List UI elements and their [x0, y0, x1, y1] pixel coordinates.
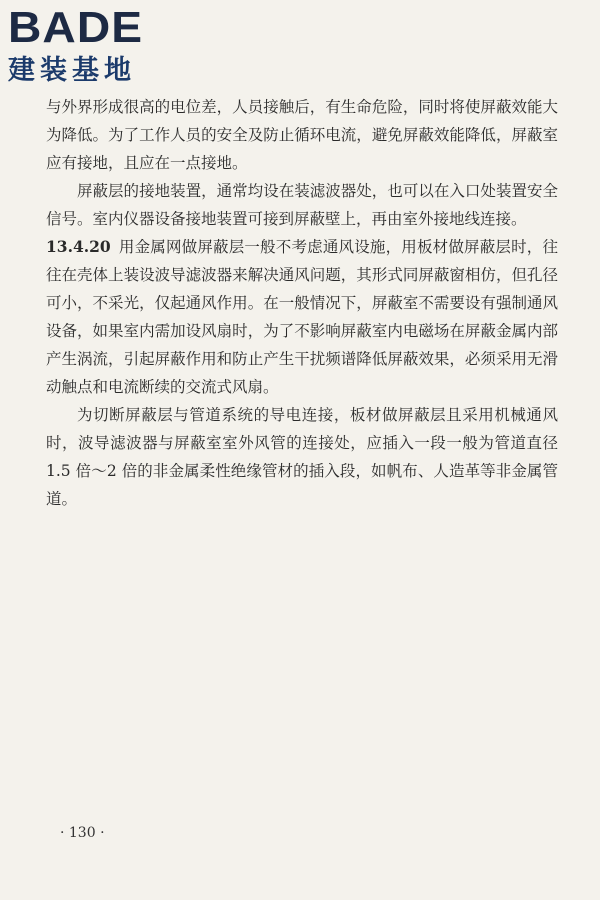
paragraph-4: 为切断屏蔽层与管道系统的导电连接，板材做屏蔽层且采用机械通风时，波导滤波器与屏蔽室室外风管的连接处，应插入一段一般为管道直径 1.5 倍～2 倍的非金属柔性绝缘管材的插入段，如帆布、人造革等非金属管道。 [46, 406, 558, 508]
logo-subtitle: 建装基地 [8, 55, 136, 86]
page-number: · 130 · [60, 825, 105, 841]
logo-brand: BADE [8, 3, 144, 52]
paragraph-2: 屏蔽层的接地装置，通常均设在装滤波器处，也可以在入口处装置安全信号。室内仪器设备接地装置可接到屏蔽壁上，再由室外接地线连接。 [46, 182, 558, 228]
section-number: 13.4.20 [46, 237, 111, 256]
logo [8, 3, 178, 86]
paragraph-3 [46, 233, 558, 401]
paragraph-1: 与外界形成很高的电位差，人员接触后，有生命危险，同时将使屏蔽效能大为降低。为了工作人员的安全及防止循环电流，避免屏蔽效能降低，屏蔽室应有接地，且应在一点接地。 [46, 98, 558, 172]
body-text [46, 93, 558, 513]
paragraph-3-text: 用金属网做屏蔽层一般不考虑通风设施，用板材做屏蔽层时，往往在壳体上装设波导滤波器来解决通风问题，其形式同屏蔽窗相仿，但孔径可小，不采光，仅起通风作用。在一般情况下，屏蔽室不需要设有强制通风设备，如果室内需加设风扇时，为了不影响屏蔽室内电磁场在屏蔽金属内部产生涡流，引起屏蔽作用和防止产生干扰频谱降低屏蔽效果，必须采用无滑动触点和电流断续的交流式风扇。 [46, 238, 558, 396]
